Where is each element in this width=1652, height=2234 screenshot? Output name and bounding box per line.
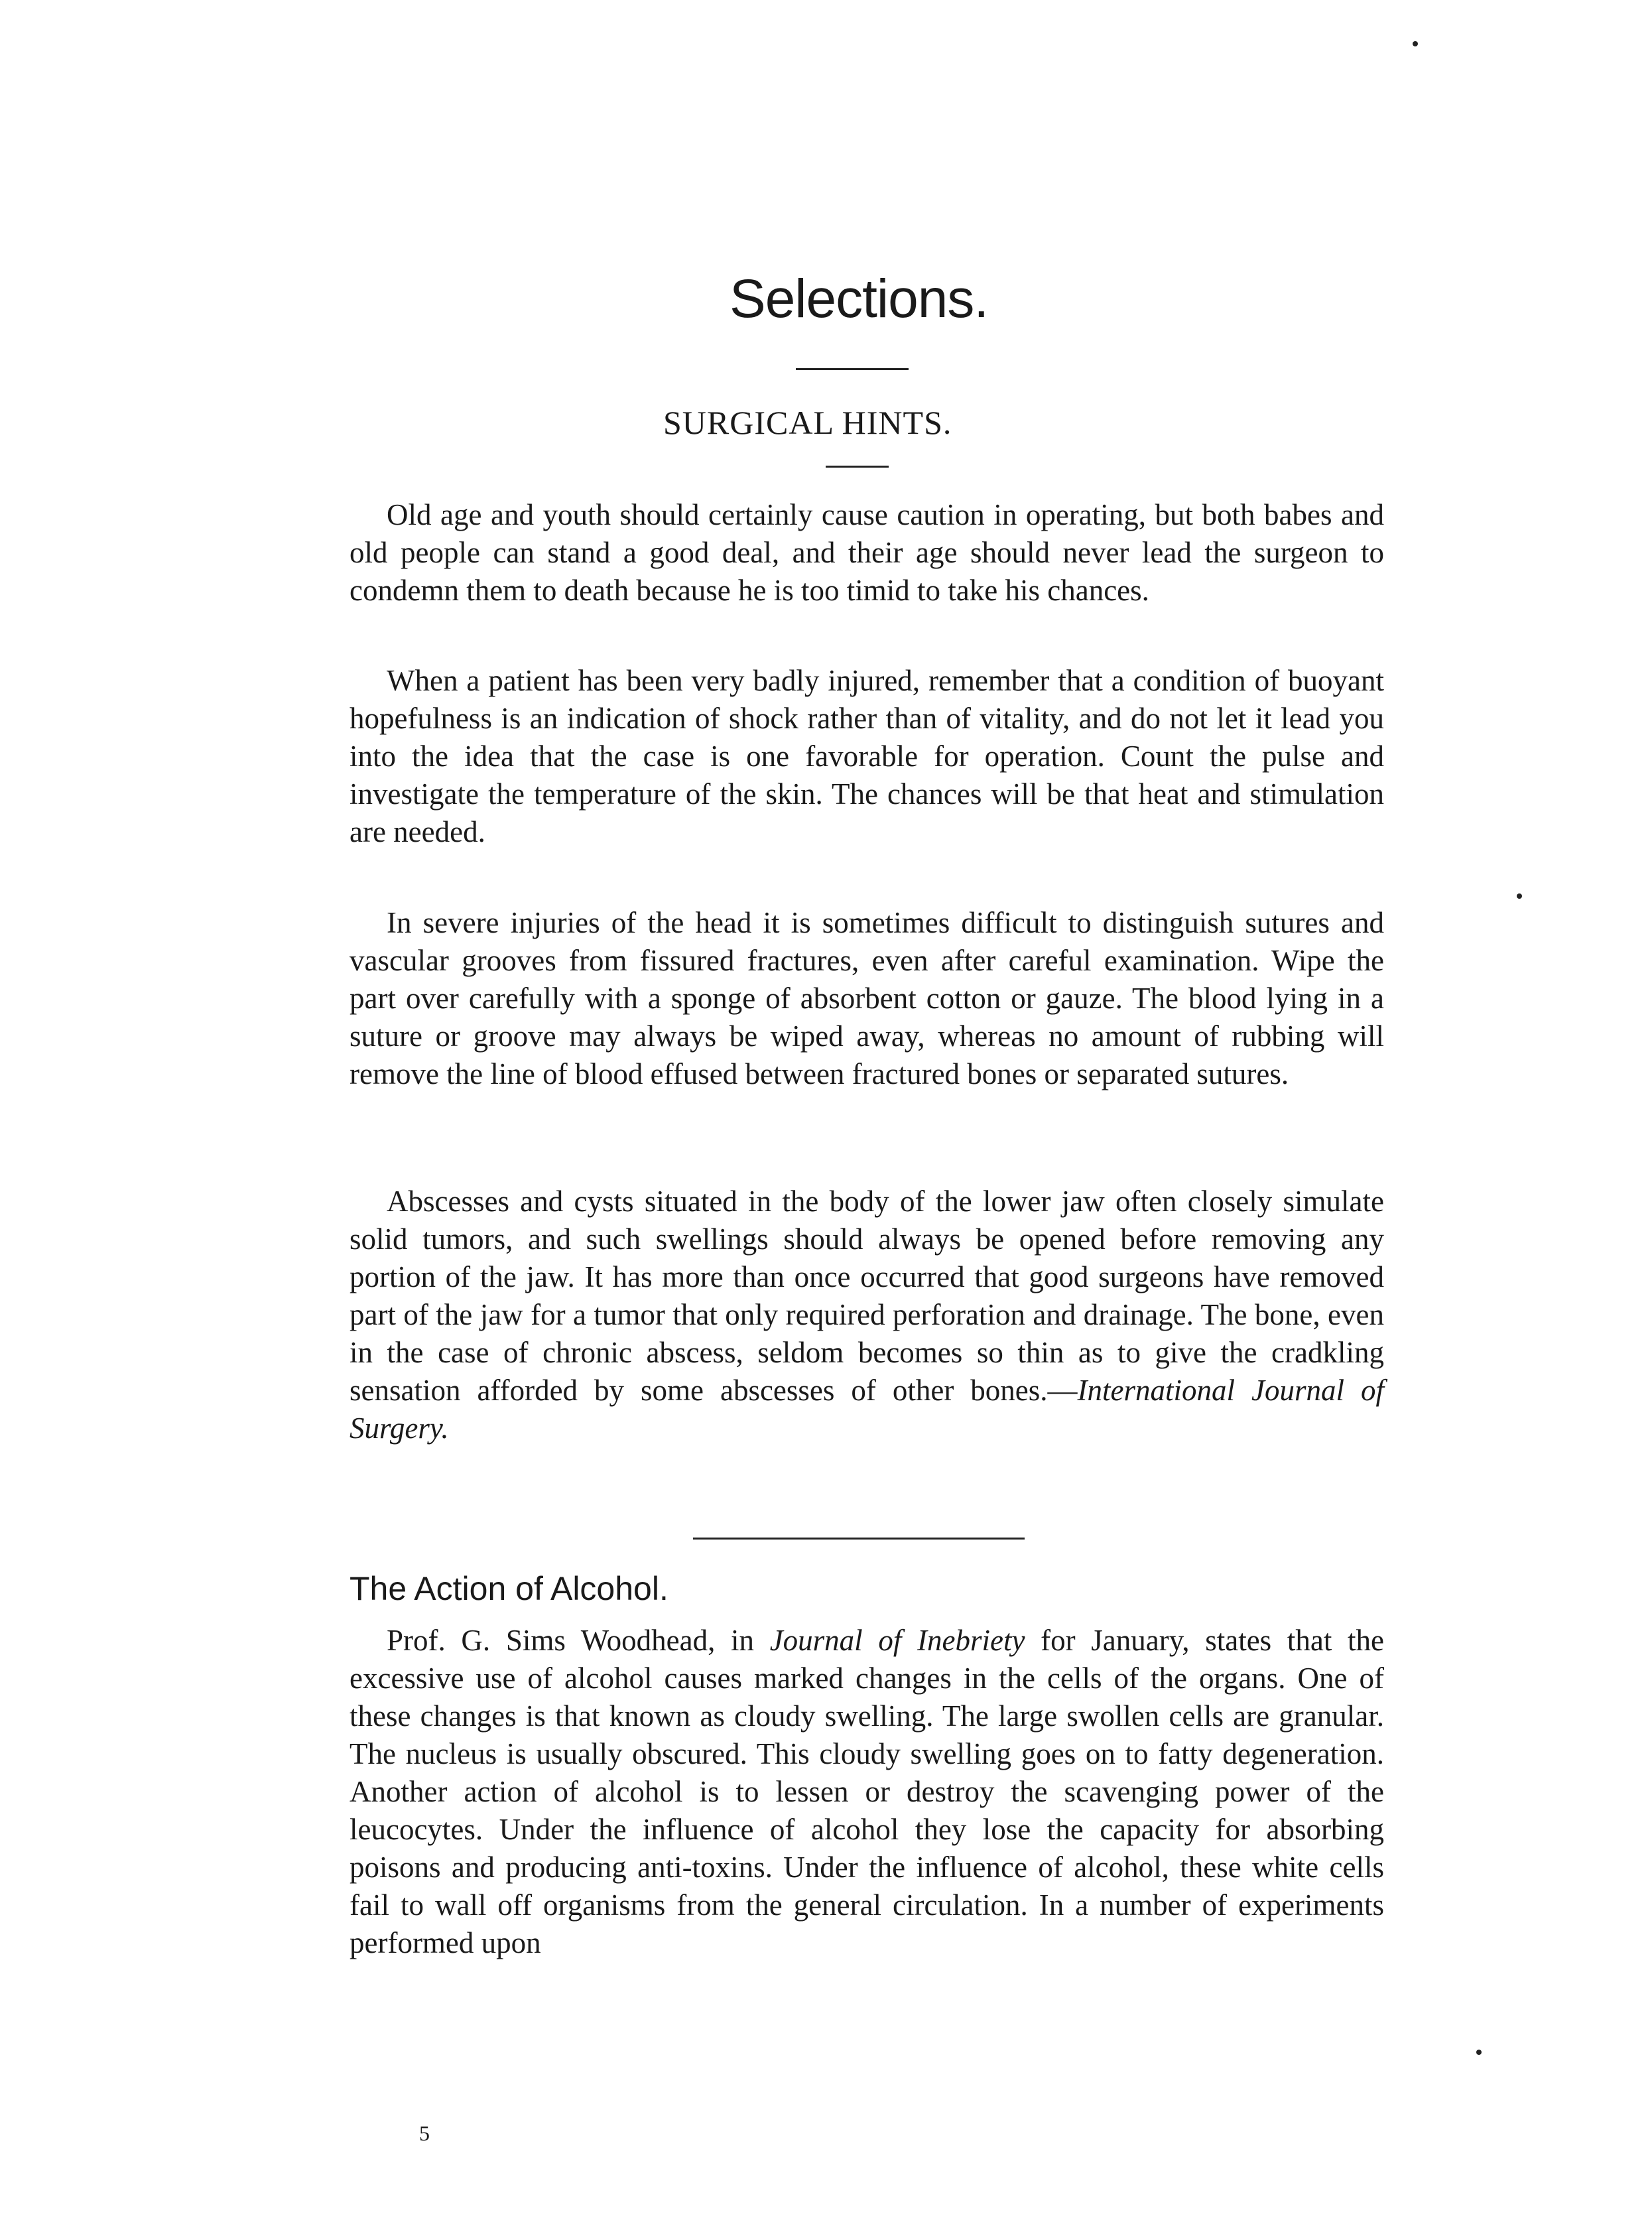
paragraph-with-citation [349, 1183, 1384, 1447]
scan-speck [1476, 2050, 1482, 2055]
page-number: 5 [419, 2121, 430, 2145]
journal-name: Journal of Inebriety [769, 1624, 1025, 1657]
scan-speck [1413, 41, 1418, 46]
paragraph-text: Abscesses and cysts situated in the body of the lower jaw often closely simulate solid tumors, and such swellings should always be opened before removing any portion of the jaw. It has more than once occurred that good surgeons have removed part of the jaw for a tumor that only required perforation and drainage. The bone, even in the case of chronic abscess, seldom becomes so thin as to give the cradkling sensation afforded by some abscesses of other bones.— [349, 1185, 1384, 1407]
paragraph [349, 1622, 1384, 1962]
paragraph-intro: Prof. G. Sims Woodhead, in [387, 1624, 770, 1657]
paragraph-body: for January, states that the excessive use of alcohol causes marked changes in the cells of the organs. One of these changes is that known as cloudy swelling. The large swollen cells are granular. The nucleus is usually obscured. This cloudy swelling goes on to fatty degeneration. Another action of alcohol is to lessen or destroy the scavenging power of the leucocytes. Under the influence of alcohol they lose the capacity for absorbing poisons and producing anti-toxins. Under the influence of alcohol, these white cells fail to wall off organisms from the general circulation. In a number of experiments performed upon [349, 1624, 1385, 1959]
paragraph: In severe injuries of the head it is sometimes difficult to distinguish sutures and vascular grooves from fissured fractures, even after careful examination. Wipe the part over carefully with a sponge of absorbent cotton or gauze. The blood lying in a suture or groove may always be wiped away, whereas no amount of rubbing will remove the line of blood effused between fractured bones or separated sutures. [349, 906, 1384, 1090]
paragraph: When a patient has been very badly injured, remember that a condition of buoyant hopefulness is an indication of shock rather than of vitality, and do not let it lead you into the idea that the case is one favorable for operation. Count the pulse and investigate the temperature of the skin. The chances will be that heat and stimulation are needed. [349, 664, 1384, 848]
article-title: SURGICAL HINTS. [663, 404, 952, 441]
subtitle-rule [826, 466, 889, 468]
article-divider [693, 1538, 1025, 1540]
source-citation: International Journal of Surgery. [349, 1374, 1384, 1445]
scan-speck [1517, 893, 1522, 899]
section-title: Selections. [730, 269, 989, 329]
paragraph: Old age and youth should certainly cause caution in operating, but both babes and old people can stand a good deal, and their age should never lead the surgeon to condemn them to death because he is too timid to take his chances. [349, 498, 1384, 607]
article-heading: The Action of Alcohol. [349, 1570, 668, 1607]
title-rule [796, 368, 909, 370]
